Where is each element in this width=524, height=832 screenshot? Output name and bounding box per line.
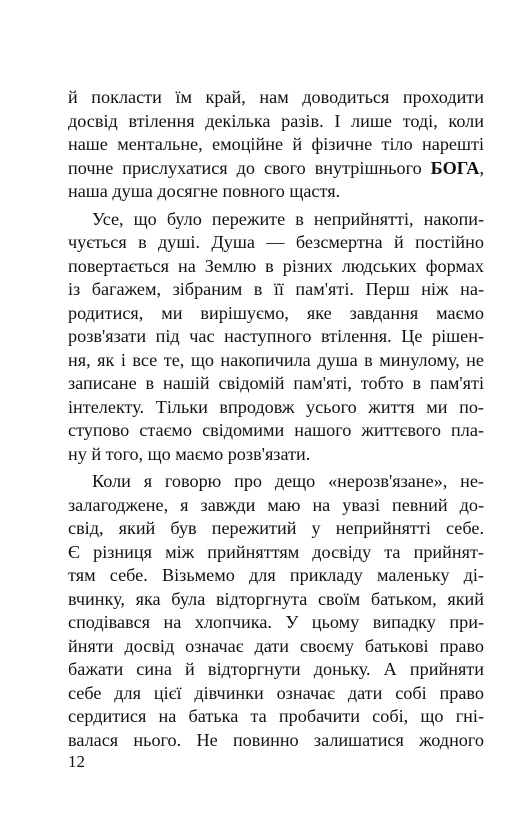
text-line: наша душа досягне повного щастя. <box>68 181 341 201</box>
text-line: йняти досвід означає дати своєму батькові право <box>68 635 484 656</box>
text-line: розв'язати під час наступного втілення. Це рішен- <box>68 326 484 346</box>
text-line: повертається на Землю в різних людських формах <box>68 255 484 276</box>
text-run: , <box>479 157 484 178</box>
text-line: наше ментальне, емоційне й фізичне тіло нарешті <box>68 134 484 154</box>
paragraph-2 <box>68 208 484 467</box>
text-line: й покласти їм край, нам доводиться проходити <box>68 87 484 107</box>
text-line: Усе, що було пережите в неприйнятті, накопи- <box>92 208 484 229</box>
text-line: сердитися на батька та пробачити собі, що гні- <box>68 706 484 726</box>
text-line: вчинку, яка була відторгнута своїм батьком, який <box>68 588 484 609</box>
text-line: свід, який був пережитий у неприйнятті себе. <box>68 518 484 538</box>
text-line: родитися, ми вирішуємо, яке завдання маємо <box>68 302 484 323</box>
text-run: почне прислухатися до свого внутрішнього <box>68 157 431 178</box>
text-line <box>68 157 484 181</box>
text-line: інтелекту. Тільки впродовж усього життя ми по- <box>68 396 484 417</box>
text-line: бажати сина й відторгнути доньку. А прийняти <box>68 659 484 679</box>
text-line: Є різниця між прийняттям досвіду та прийнят- <box>68 541 484 562</box>
text-line: ну й того, що маємо розв'язати. <box>68 443 311 464</box>
emphasized-word: БОГА <box>430 157 480 178</box>
text-line: себе для цієї дівчинки означає дати собі право <box>68 682 484 703</box>
page-number: 12 <box>68 752 85 771</box>
text-line: сподівався на хлопчика. У цьому випадку при- <box>68 612 484 632</box>
text-line: чується в душі. Душа — безсмертна й постійно <box>68 232 484 252</box>
paragraph-1 <box>68 86 484 204</box>
body-text <box>68 86 484 752</box>
text-line: ступово стаємо свідомими нашого життєвого пла- <box>68 420 484 440</box>
text-line: ня, як і все те, що накопичила душа в минулому, не <box>68 349 484 370</box>
paragraph-3 <box>68 470 484 752</box>
text-line: тям себе. Візьмемо для прикладу маленьку ді- <box>68 565 484 585</box>
text-line: із багажем, зібраним в її пам'яті. Перш ніж на- <box>68 279 484 299</box>
text-line: Коли я говорю про дещо «нерозв'язане», не- <box>92 471 484 491</box>
text-line: залагоджене, я завжди маю на увазі певний до- <box>68 494 484 515</box>
text-line: записане в нашій свідомій пам'яті, тобто в пам'яті <box>68 373 484 393</box>
text-line: валася нього. Не повинно залишатися жодного <box>68 729 484 750</box>
text-line: досвід втілення декілька разів. І лише тоді, коли <box>68 110 484 131</box>
